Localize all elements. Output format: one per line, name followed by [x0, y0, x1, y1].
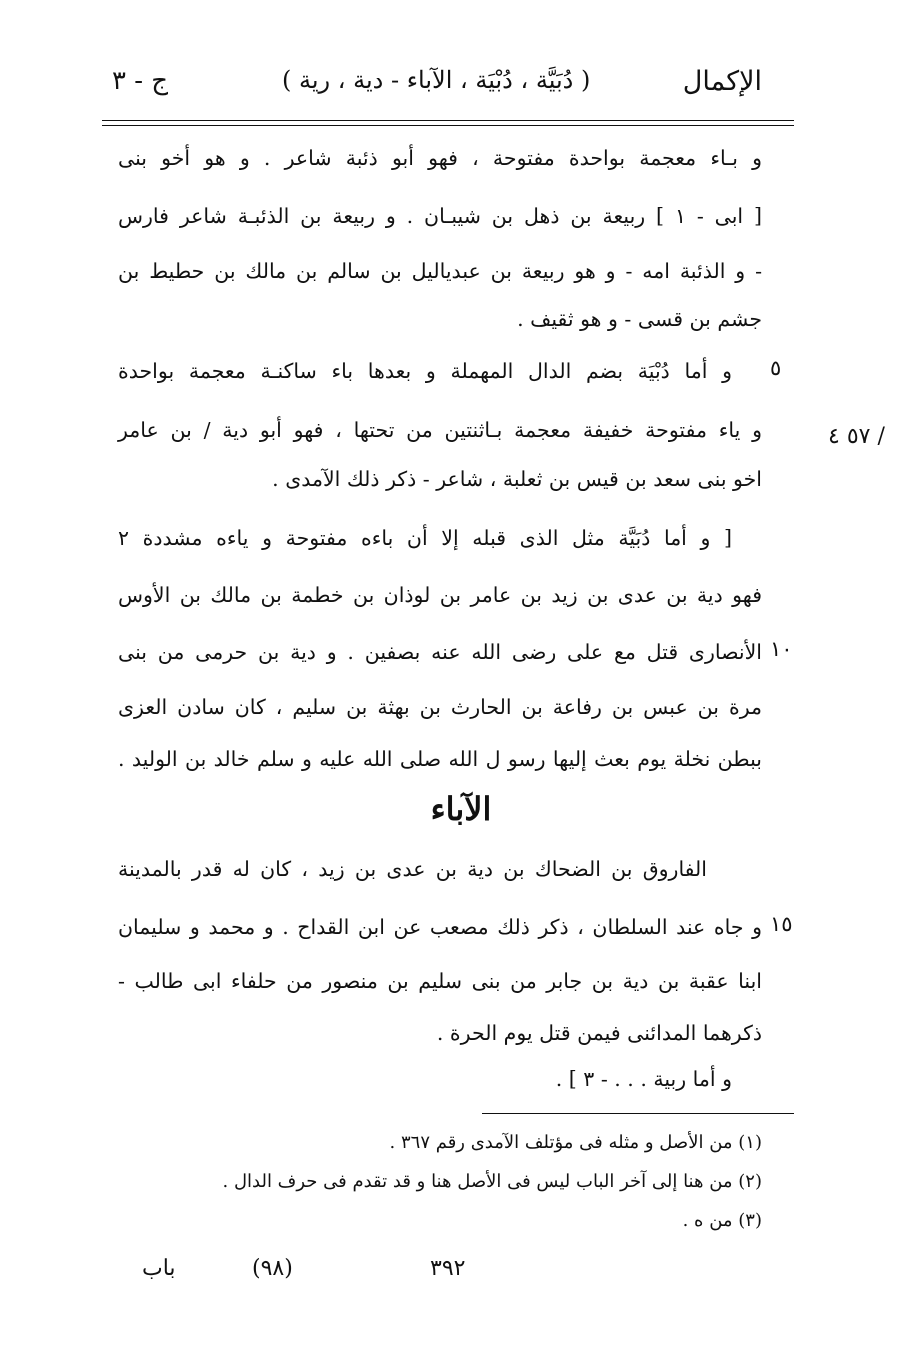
- footnote-rule: [482, 1113, 794, 1114]
- text-line: جشم بن قسى - و هو ثقيف .: [517, 307, 762, 331]
- header-rule-second: [102, 125, 794, 126]
- text-line: و ياء مفتوحة خفيفة معجمة بـاثنتين من تحتها ، فهو أبو دية / بن عامر: [118, 418, 762, 442]
- entry-title: ( دُبَيَّة ، دُبْيَة ، الآباء - دية ، رية ): [282, 66, 591, 94]
- line-number-15: ١٥: [770, 912, 793, 936]
- section-heading: الآباء: [430, 790, 492, 828]
- volume-label: ج - ٣: [112, 66, 169, 96]
- text-line: ابنا عقبة بن دية بن جابر من بنى سليم بن منصور من حلفاء ابى طالب -: [118, 969, 762, 993]
- text-line: ببطن نخلة يوم بعث إليها رسو ل الله صلى الله عليه و سلم خالد بن الوليد .: [118, 747, 762, 771]
- line-number-5: ٥: [770, 356, 782, 380]
- text-line: و أما دُبْيَة بضم الدال المهملة و بعدها باء ساكنـة معجمة بواحدة: [118, 359, 732, 383]
- line-number-10: ١٠: [770, 637, 793, 661]
- text-line: و أما ربية . . . - ٣ ] .: [555, 1067, 732, 1091]
- book-title: الإكمال: [682, 66, 762, 97]
- text-line: و جاه عند السلطان ، ذكر ذلك مصعب عن ابن القداح . و محمد و سليمان: [118, 915, 762, 939]
- text-line: اخو بنى سعد بن قيس بن ثعلبة ، شاعر - ذكر ذلك الآمدى .: [272, 467, 762, 491]
- text-line: و بـاء معجمة بواحدة مفتوحة ، فهو أبو ذئبة شاعر . و هو أخو بنى: [118, 146, 762, 170]
- text-line: [ و أما دُبَيَّة مثل الذى قبله إلا أن باءه مفتوحة و ياءه مشددة ٢: [118, 526, 732, 550]
- text-line: الفاروق بن الضحاك بن دية بن عدى بن زيد ، كان له قدر بالمدينة: [118, 857, 707, 881]
- margin-page-reference: ٥٧ ٤ /: [828, 424, 885, 449]
- text-line: - و الذئبة امه - و هو ربيعة بن عبدياليل بن سالم بن مالك بن حطيط بن: [118, 259, 762, 283]
- text-line: ذكرهما المدائنى فيمن قتل يوم الحرة .: [436, 1021, 762, 1045]
- chapter-label: باب: [142, 1256, 176, 1281]
- footnote: (٢) من هنا إلى آخر الباب ليس فى الأصل هنا و قد تقدم فى حرف الدال .: [222, 1171, 762, 1192]
- page-number: ٣٩٢: [430, 1256, 466, 1281]
- text-line: فهو دية بن عدى بن زيد بن عامر بن لوذان بن خطمة بن مالك بن الأوس: [118, 583, 762, 607]
- footnote: (٣) من ه .: [682, 1210, 762, 1231]
- text-line: [ ابى - ١ ] ربيعة بن ذهل بن شيبـان . و ربيعة بن الذئبـة شاعر فارس: [118, 204, 762, 228]
- chapter-number: (٩٨): [252, 1256, 293, 1281]
- header-rule: [102, 120, 794, 121]
- footnote: (١) من الأصل و مثله فى مؤتلف الآمدى رقم ٣٦٧ .: [389, 1132, 762, 1153]
- text-line: مرة بن عبس بن رفاعة بن الحارث بن بهثة بن سليم ، كان سادن العزى: [118, 695, 762, 719]
- text-line: الأنصارى قتل مع على رضى الله عنه بصفين . و دية بن حرمى من بنى: [118, 640, 762, 664]
